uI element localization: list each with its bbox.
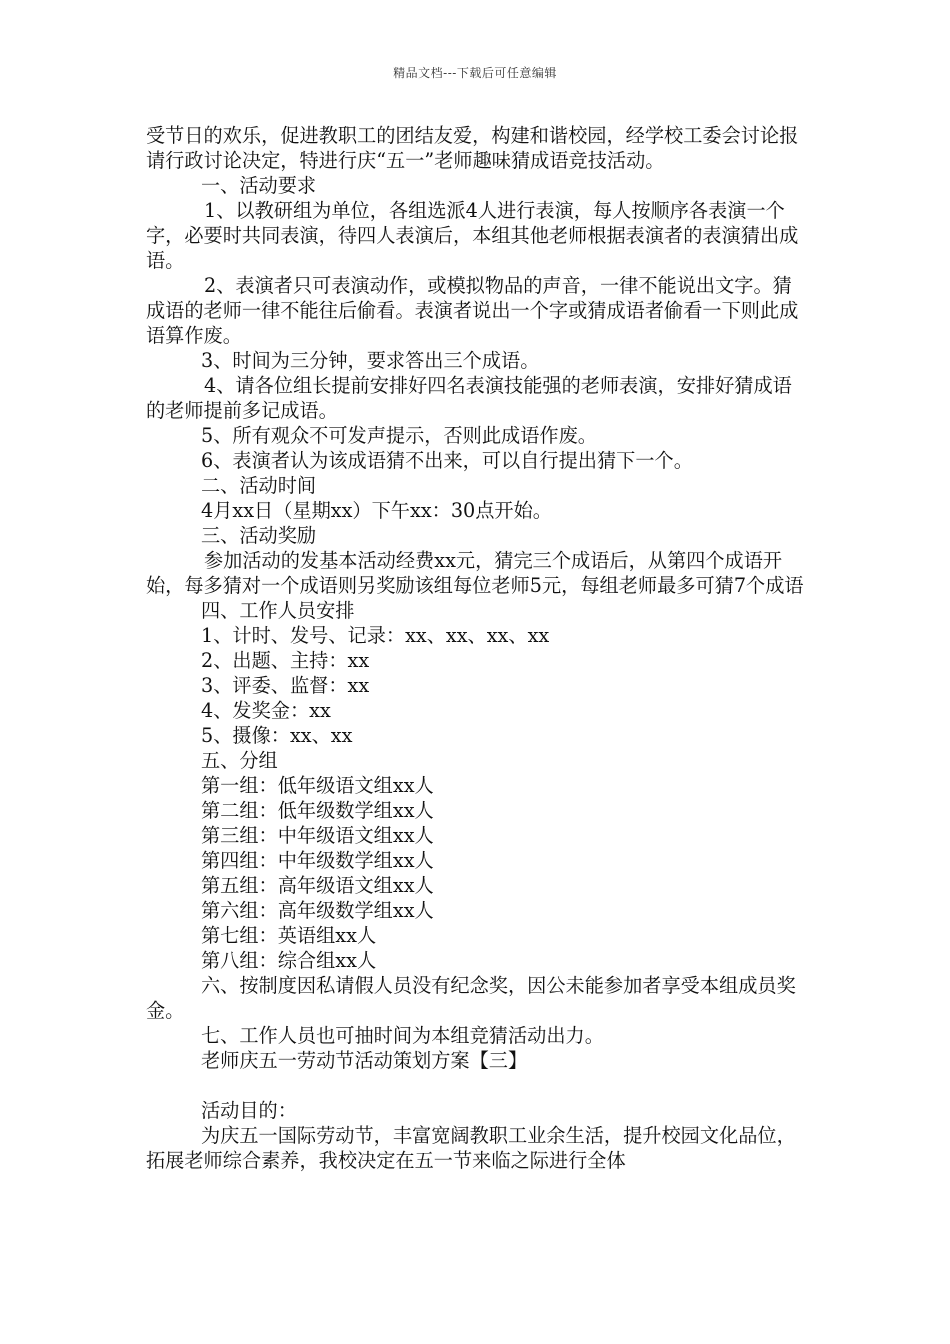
rewards-text: 参加活动的发基本活动经费xx元，猜完三个成语后，从第四个成语开始，每多猜对一个成语则另奖励该组每位老师5元，每组老师最多可猜7个成语 xyxy=(146,549,804,597)
requirement-item-5: 5、所有观众不可发声提示，否则此成语作废。 xyxy=(201,424,597,447)
group-item-4: 第四组：中年级数学组xx人 xyxy=(201,849,434,872)
section-heading-staff: 四、工作人员安排 xyxy=(201,599,355,622)
purpose-text: 为庆五一国际劳动节，丰富宽阔教职工业余生活，提升校园文化品位，拓展老师综合素养，我校决定在五一节来临之际进行全体 xyxy=(146,1124,796,1172)
staff-item-4: 4、发奖金：xx xyxy=(201,699,331,722)
requirement-item-2: 2、表演者只可表演动作，或模拟物品的声音，一律不能说出文字。猜成语的老师一律不能往后偷看。表演者说出一个字或猜成语者偷看一下则此成语算作废。 xyxy=(146,274,799,347)
section-heading-rewards: 三、活动奖励 xyxy=(201,524,317,547)
staff-item-3: 3、评委、监督：xx xyxy=(201,674,370,697)
group-item-1: 第一组：低年级语文组xx人 xyxy=(201,774,434,797)
requirement-item-3: 3、时间为三分钟，要求答出三个成语。 xyxy=(201,349,540,372)
activity-time: 4月xx日（星期xx）下午xx：30点开始。 xyxy=(201,499,552,522)
group-item-5: 第五组：高年级语文组xx人 xyxy=(201,874,434,897)
group-item-6: 第六组：高年级数学组xx人 xyxy=(201,899,434,922)
staff-item-1: 1、计时、发号、记录：xx、xx、xx、xx xyxy=(201,624,550,647)
requirement-item-6: 6、表演者认为该成语猜不出来，可以自行提出猜下一个。 xyxy=(201,449,693,472)
paragraph-intro: 受节日的欢乐，促进教职工的团结友爱，构建和谐校园，经学校工委会讨论报请行政讨论决定，特进行庆“五一”老师趣味猜成语竞技活动。 xyxy=(146,124,799,172)
plan-title: 老师庆五一劳动节活动策划方案【三】 xyxy=(201,1049,528,1072)
page-header: 精品文档---下载后可任意编辑 xyxy=(393,66,557,80)
requirement-item-1: 1、以教研组为单位，各组选派4人进行表演，每人按顺序各表演一个字，必要时共同表演，待四人表演后，本组其他老师根据表演者的表演猜出成语。 xyxy=(146,199,799,272)
staff-item-2: 2、出题、主持：xx xyxy=(201,649,370,672)
document-body xyxy=(146,123,806,1173)
section-seven-text: 七、工作人员也可抽时间为本组竞猜活动出力。 xyxy=(201,1024,604,1047)
purpose-heading: 活动目的： xyxy=(201,1099,297,1122)
group-item-7: 第七组：英语组xx人 xyxy=(201,924,377,947)
group-item-2: 第二组：低年级数学组xx人 xyxy=(201,799,434,822)
section-six-text: 六、按制度因私请假人员没有纪念奖，因公未能参加者享受本组成员奖金。 xyxy=(146,974,796,1022)
section-heading-groups: 五、分组 xyxy=(201,749,278,772)
group-item-8: 第八组：综合组xx人 xyxy=(201,949,377,972)
staff-item-5: 5、摄像：xx、xx xyxy=(201,724,353,747)
group-item-3: 第三组：中年级语文组xx人 xyxy=(201,824,434,847)
blank-line xyxy=(146,1073,806,1098)
requirement-item-4: 4、请各位组长提前安排好四名表演技能强的老师表演，安排好猜成语的老师提前多记成语。 xyxy=(146,374,792,422)
section-heading-requirements: 一、活动要求 xyxy=(201,174,317,197)
section-heading-time: 二、活动时间 xyxy=(201,474,317,497)
